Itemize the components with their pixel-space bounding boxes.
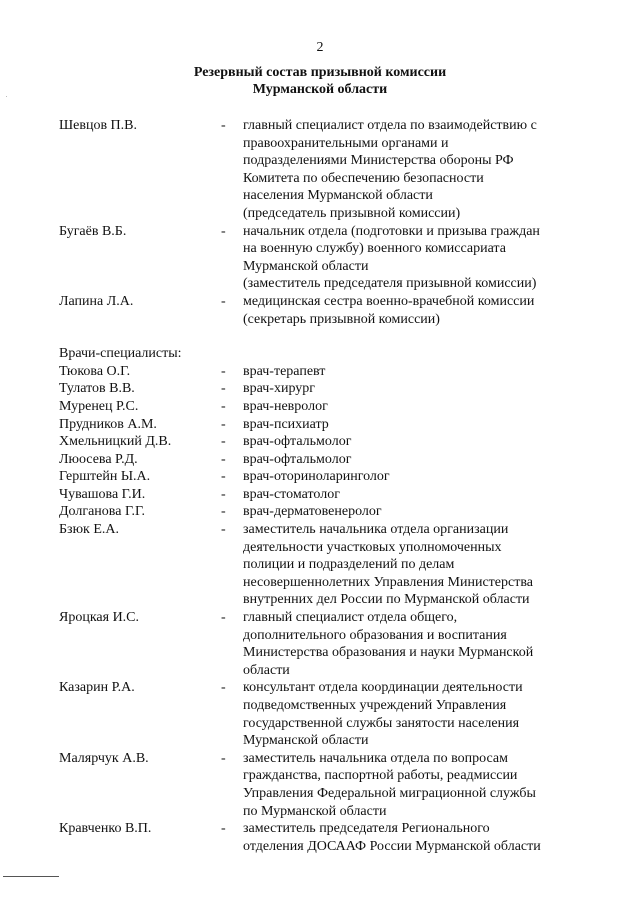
member-role-line: области <box>243 662 290 678</box>
member-role-line: заместитель председателя Регионального <box>243 821 490 837</box>
member-role <box>243 363 579 381</box>
members-bottom-list <box>59 363 579 856</box>
member-role-line: Управления Федеральной миграционной службы <box>243 785 536 801</box>
member-dash: - <box>221 293 226 309</box>
member-row <box>59 380 579 398</box>
member-dash: - <box>221 118 226 133</box>
member-name: Хмельницкий Д.В. <box>59 434 172 450</box>
member-name: Шевцов П.В. <box>59 118 137 133</box>
member-row <box>59 293 579 328</box>
member-name: Бзюк Е.А. <box>59 522 119 538</box>
member-name: Тулатов В.В. <box>59 381 135 397</box>
member-role-line: подведомственных учреждений Управления <box>243 698 507 713</box>
member-row <box>59 416 579 434</box>
member-dash: - <box>221 750 226 766</box>
member-dash: - <box>221 486 226 502</box>
member-role-line: главный специалист отдела по взаимодействию с <box>243 118 537 133</box>
member-role-line: деятельности участковых уполномоченных <box>243 539 502 555</box>
member-role <box>243 820 579 855</box>
member-role <box>243 750 579 820</box>
member-dash: - <box>221 363 226 379</box>
member-role <box>243 679 579 749</box>
member-dash: - <box>221 434 226 450</box>
member-name: Лапина Л.А. <box>59 293 134 309</box>
member-role-line: врач-дерматовенеролог <box>243 504 382 520</box>
member-dash: - <box>221 398 226 414</box>
member-role-line: главный специалист отдела общего, <box>243 610 458 626</box>
member-role-line: врач-оториноларинголог <box>243 469 390 485</box>
member-name: Кравченко В.П. <box>59 821 152 837</box>
member-dash: - <box>221 504 226 520</box>
member-role-line: Мурманской области <box>243 258 369 274</box>
member-role-line: медицинская сестра военно-врачебной комиссии <box>243 293 535 309</box>
member-row <box>59 679 579 749</box>
member-row <box>59 820 579 855</box>
member-dash: - <box>221 610 226 626</box>
member-role <box>243 380 579 398</box>
member-row <box>59 451 579 469</box>
member-row <box>59 750 579 820</box>
member-role-line: по Мурманской области <box>243 803 387 819</box>
member-role-line: подразделениями Министерства обороны РФ <box>243 153 514 169</box>
member-row <box>59 486 579 504</box>
member-role-line: государственной службы занятости населения <box>243 715 520 731</box>
member-dash: - <box>221 223 226 239</box>
member-role-line: врач-офтальмолог <box>243 451 352 467</box>
member-name: Муренец Р.С. <box>59 398 139 414</box>
member-row <box>59 117 579 223</box>
member-dash: - <box>221 680 226 696</box>
title-line-2: Мурманской области <box>252 82 388 97</box>
commission-roster <box>59 117 579 855</box>
member-role-line: отделения ДОСААФ России Мурманской области <box>243 838 541 854</box>
member-role <box>243 223 579 293</box>
member-name: Бугаёв В.Б. <box>59 223 127 239</box>
member-role <box>243 117 579 223</box>
member-role-line: врач-хирург <box>243 381 316 397</box>
member-role-line: врач-офтальмолог <box>243 434 352 450</box>
member-role-line: Комитета по обеспечению безопасности <box>243 170 484 186</box>
member-name: Герштейн Ы.А. <box>59 469 151 485</box>
title-line-1: Резервный состав призывной комиссии <box>193 65 447 80</box>
member-name: Люосева Р.Д. <box>59 451 138 467</box>
member-role-line: консультант отдела координации деятельности <box>243 680 523 696</box>
member-role-line: врач-стоматолог <box>243 486 340 502</box>
member-role-line: несовершеннолетних Управления Министерства <box>243 574 533 590</box>
member-role-line: начальник отдела (подготовки и призыва граждан <box>243 223 540 239</box>
member-role-line: полиции и подразделений по делам <box>243 557 455 573</box>
member-row <box>59 223 579 293</box>
member-role <box>243 293 579 328</box>
doctors-heading: Врачи-специалисты: <box>59 346 182 362</box>
member-role-line: населения Мурманской области <box>243 188 433 204</box>
member-role <box>243 416 579 434</box>
member-dash: - <box>221 469 226 485</box>
member-dash: - <box>221 416 226 432</box>
member-row <box>59 398 579 416</box>
member-role-line: заместитель начальника отдела по вопросам <box>243 750 508 766</box>
member-role-line: заместитель начальника отдела организации <box>243 522 509 538</box>
member-role <box>243 521 579 609</box>
member-row <box>59 503 579 521</box>
member-row <box>59 468 579 486</box>
member-name: Прудников А.М. <box>59 416 157 432</box>
member-name: Малярчук А.В. <box>59 750 149 766</box>
member-role <box>243 433 579 451</box>
member-role <box>243 503 579 521</box>
member-name: Казарин Р.А. <box>59 680 135 696</box>
page-number: 2 <box>316 40 324 55</box>
member-role-line: врач-психиатр <box>243 416 329 432</box>
footer-rule <box>3 876 59 877</box>
member-role-line: (секретарь призывной комиссии) <box>243 311 440 327</box>
members-top-list <box>59 117 579 328</box>
member-name: Яроцкая И.С. <box>59 610 140 626</box>
member-dash: - <box>221 381 226 397</box>
member-row <box>59 521 579 609</box>
member-role-line: внутренних дел России по Мурманской области <box>243 592 530 608</box>
member-role-line: (председатель призывной комиссии) <box>243 205 461 221</box>
member-role <box>243 451 579 469</box>
member-role-line: гражданства, паспортной работы, реадмиссии <box>243 768 518 784</box>
member-row <box>59 433 579 451</box>
member-dash: - <box>221 451 226 467</box>
member-name: Чувашова Г.И. <box>59 486 146 502</box>
member-name: Тюкова О.Г. <box>59 363 131 379</box>
member-dash: - <box>221 821 226 837</box>
member-dash: - <box>221 522 226 538</box>
member-role-line: Министерства образования и науки Мурманской <box>243 645 534 661</box>
member-row <box>59 363 579 381</box>
member-row <box>59 609 579 679</box>
member-role <box>243 398 579 416</box>
member-role-line: врач-терапевт <box>243 363 326 379</box>
member-role-line: на военную службу) военного комиссариата <box>243 241 506 257</box>
member-role-line: Мурманской области <box>243 733 369 749</box>
member-role <box>243 609 579 679</box>
member-name: Долганова Г.Г. <box>59 504 145 520</box>
member-role-line: врач-невролог <box>243 398 328 414</box>
member-role <box>243 468 579 486</box>
member-role-line: (заместитель председателя призывной комиссии) <box>243 276 537 292</box>
member-role-line: дополнительного образования и воспитания <box>243 627 507 643</box>
member-role <box>243 486 579 504</box>
document-title <box>0 64 640 98</box>
member-role-line: правоохранительными органами и <box>243 135 449 151</box>
